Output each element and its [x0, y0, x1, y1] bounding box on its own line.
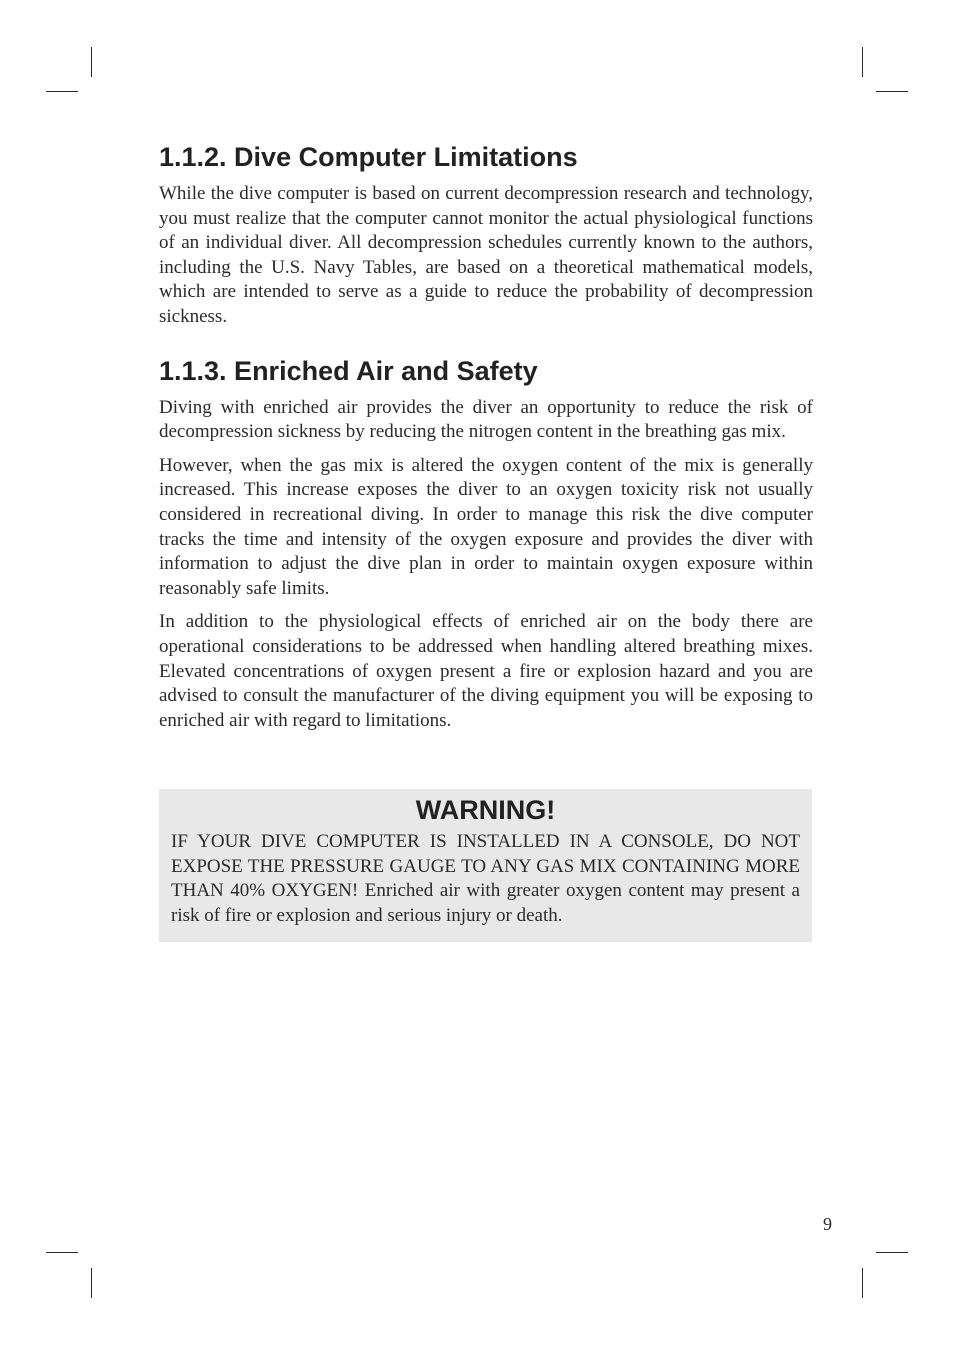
body-paragraph: However, when the gas mix is altered the oxygen content of the mix is generally increased. This increase exposes the diver to an oxygen toxicity risk not usually considered in recreational diving. In order to manage this risk the dive computer tracks the time and intensity of the oxygen exposure and provides the diver with information to adjust the dive plan in order to maintain oxygen exposure within reasonably safe limits. [159, 454, 813, 599]
warning-text: IF YOUR DIVE COMPUTER IS INSTALLED IN A CONSOLE, DO NOT EXPOSE THE PRESSURE GAUGE TO ANY GAS MIX CONTAINING MORE THAN 40% OXYGEN! Enriched air with greater oxygen content may present a risk of fire or explosion and serious injury or death. [171, 831, 800, 926]
crop-mark-bottom-right-horizontal [876, 1252, 908, 1253]
page-number: 9 [823, 1214, 832, 1234]
crop-mark-bottom-left-horizontal [46, 1252, 78, 1253]
section-heading-enriched-air-and-safety: 1.1.3. Enriched Air and Safety [159, 355, 538, 386]
body-paragraph: In addition to the physiological effects of enriched air on the body there are operational considerations to be addressed when handling altered breathing mixes. Elevated concentrations of oxygen present a fire or explosion hazard and you are advised to consult the manufacturer of the diving equipment you will be exposing to enriched air with regard to limitations. [159, 611, 813, 731]
crop-mark-top-right-vertical [862, 47, 863, 77]
crop-mark-top-left-horizontal [46, 91, 78, 92]
body-paragraph: While the dive computer is based on current decompression research and technology, you must realize that the computer cannot monitor the actual physiological functions of an individual diver. All decompression schedules currently known to the authors, including the U.S. Navy Tables, are based on a theoretical mathematical models, which are intended to serve as a guide to reduce the probability of decompression sickness. [159, 183, 813, 327]
section-heading-dive-computer-limitations: 1.1.2. Dive Computer Limitations [159, 142, 578, 172]
page-content [159, 138, 813, 742]
body-paragraph: Diving with enriched air provides the diver an opportunity to reduce the risk of decompression sickness by reducing the nitrogen content in the breathing gas mix. [159, 396, 813, 443]
crop-mark-top-left-vertical [91, 47, 92, 77]
warning-title: WARNING! [415, 795, 556, 825]
crop-mark-top-right-horizontal [876, 91, 908, 92]
crop-mark-bottom-right-vertical [862, 1268, 863, 1298]
warning-box [159, 789, 812, 942]
crop-mark-bottom-left-vertical [91, 1268, 92, 1298]
